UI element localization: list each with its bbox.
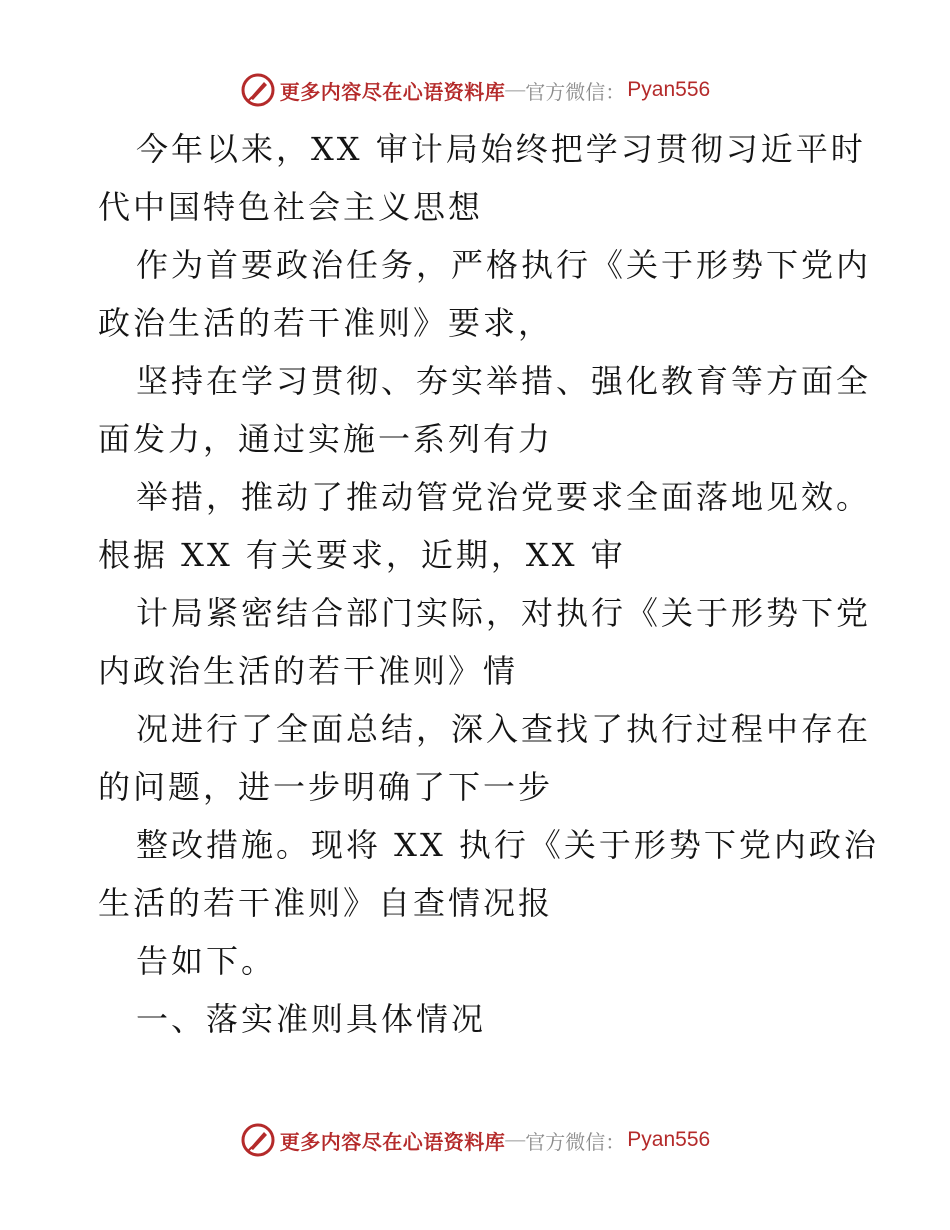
watermark-wechat-label: 官方微信：: [525, 79, 626, 104]
document-line: 整改措施。现将 XX 执行《关于形势下党内政治: [136, 826, 879, 864]
document-line: 作为首要政治任务，严格执行《关于形势下党内: [136, 246, 872, 284]
footer-watermark: [0, 1120, 950, 1160]
quill-logo-icon: [240, 1122, 276, 1158]
watermark-wechat-id: Pyan556: [627, 1128, 711, 1151]
document-line: 告如下。: [136, 942, 277, 980]
document-body: [98, 120, 879, 1048]
document-line: 一、落实准则具体情况: [136, 1000, 487, 1038]
watermark-wechat-label: 官方微信：: [525, 1129, 626, 1154]
watermark-site-text: 更多内容尽在心语资料库: [279, 1129, 506, 1154]
quill-logo-icon: [240, 72, 276, 108]
watermark-dash: —: [505, 1128, 526, 1151]
document-line: 今年以来，XX 审计局始终把学习贯彻习近平时: [136, 130, 866, 168]
document-line: 生活的若干准则》自查情况报: [98, 884, 554, 922]
document-line: 的问题，进一步明确了下一步: [98, 768, 554, 806]
watermark-wechat-id: Pyan556: [627, 78, 711, 101]
document-line: 计局紧密结合部门实际，对执行《关于形势下党: [136, 594, 872, 632]
document-line: 面发力，通过实施一系列有力: [98, 420, 554, 458]
watermark-dash: —: [505, 78, 526, 101]
document-line: 代中国特色社会主义思想: [98, 188, 484, 226]
document-line: 坚持在学习贯彻、夯实举措、强化教育等方面全: [136, 362, 872, 400]
document-line: 根据 XX 有关要求，近期，XX 审: [98, 536, 626, 574]
document-line: 政治生活的若干准则》要求，: [98, 304, 554, 342]
document-line: 内政治生活的若干准则》情: [98, 652, 519, 690]
document-line: 况进行了全面总结，深入查找了执行过程中存在: [136, 710, 872, 748]
watermark-site-text: 更多内容尽在心语资料库: [279, 79, 506, 104]
document-line: 举措，推动了推动管党治党要求全面落地见效。: [136, 478, 872, 516]
header-watermark: [0, 70, 950, 110]
